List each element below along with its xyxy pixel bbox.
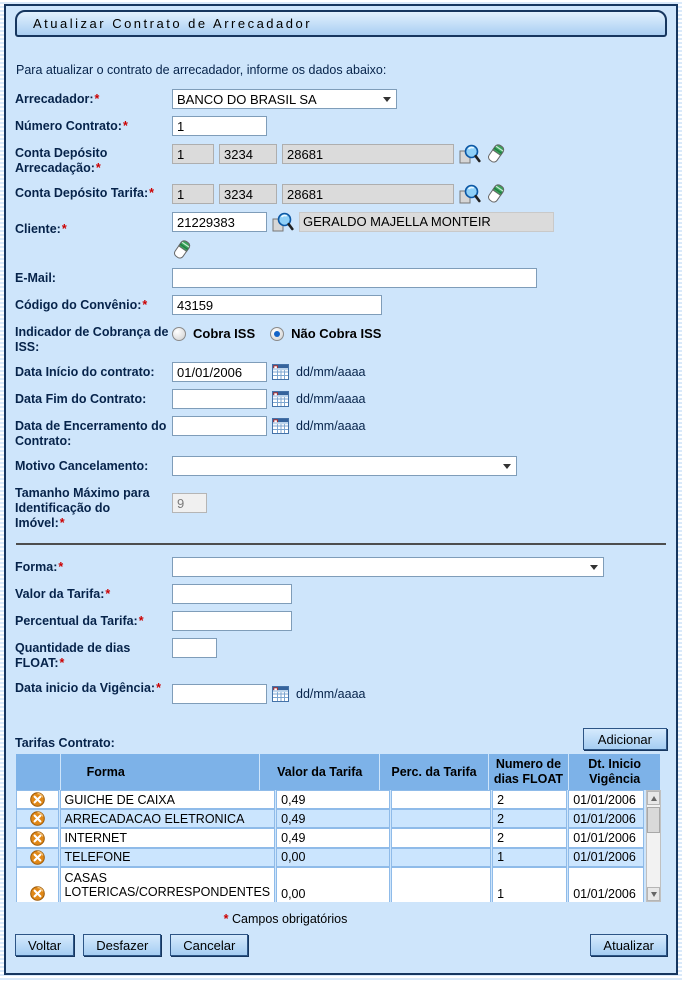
cell-dias: 1 <box>492 848 567 867</box>
codigo-convenio-label: Código do Convênio:* <box>15 298 148 312</box>
atualizar-button[interactable]: Atualizar <box>590 934 667 956</box>
intro-text: Para atualizar o contrato de arrecadador, informe os dados abaixo: <box>16 63 387 77</box>
numero-contrato-label: Número Contrato:* <box>15 119 128 133</box>
field-row-cliente <box>15 212 667 261</box>
field-row-qtd-dias-float <box>15 638 667 671</box>
field-row-data-fim-contrato <box>15 389 667 409</box>
numero-contrato-input[interactable] <box>172 116 267 136</box>
date-format-hint: dd/mm/aaaa <box>296 419 366 433</box>
conta-arrecadacao-agencia-input[interactable] <box>219 144 277 164</box>
cell-forma: GUICHE DE CAIXA <box>60 790 276 809</box>
field-row-arrecadador <box>15 89 667 109</box>
email-input[interactable] <box>172 268 537 288</box>
conta-arrecadacao-banco-input[interactable] <box>172 144 214 164</box>
voltar-button[interactable]: Voltar <box>15 934 74 956</box>
scroll-up-arrow[interactable] <box>647 791 660 805</box>
valor-tarifa-input[interactable] <box>172 584 292 604</box>
required-asterisk: * <box>122 119 128 133</box>
nao-cobra-iss-radio-label[interactable]: Não Cobra ISS <box>291 326 382 341</box>
data-encerramento-label: Data de Encerramento do Contrato: <box>15 419 167 448</box>
chevron-down-icon <box>383 97 391 102</box>
date-format-hint: dd/mm/aaaa <box>296 392 366 406</box>
arrecadador-selected-value: BANCO DO BRASIL SA <box>177 91 317 107</box>
conta-arrecadacao-conta-input[interactable] <box>282 144 454 164</box>
required-asterisk: * <box>149 186 154 200</box>
cell-valor: 0,00 <box>276 848 389 867</box>
email-label: E-Mail: <box>15 271 56 285</box>
percentual-tarifa-label: Percentual da Tarifa:* <box>15 614 144 628</box>
cell-valor: 0,00 <box>276 867 389 902</box>
required-asterisk: * <box>156 681 161 695</box>
arrecadador-label: Arrecadador:* <box>15 92 100 106</box>
chevron-down-icon <box>590 565 598 570</box>
qtd-dias-float-label: Quantidade de dias FLOAT:* <box>15 641 131 670</box>
cell-forma: CASAS LOTERICAS/CORRESPONDENTES <box>60 867 276 902</box>
main-panel <box>4 4 678 975</box>
field-row-indicador-iss <box>15 322 667 355</box>
required-asterisk: * <box>105 587 111 601</box>
cell-valor: 0,49 <box>276 809 389 828</box>
delete-row-icon[interactable] <box>30 886 45 901</box>
delete-row-icon[interactable] <box>30 811 45 826</box>
date-format-hint: dd/mm/aaaa <box>296 687 366 701</box>
calendar-icon[interactable] <box>272 364 289 380</box>
delete-row-icon[interactable] <box>30 850 45 865</box>
cliente-codigo-input[interactable] <box>172 212 267 232</box>
cell-dias: 2 <box>492 828 567 847</box>
calendar-icon[interactable] <box>272 418 289 434</box>
scroll-track[interactable] <box>647 805 660 887</box>
desfazer-button[interactable]: Desfazer <box>83 934 161 956</box>
cancelar-button[interactable]: Cancelar <box>170 934 248 956</box>
required-asterisk: * <box>138 614 144 628</box>
nao-cobra-iss-radio[interactable] <box>270 327 284 341</box>
conta-tarifa-agencia-input[interactable] <box>219 184 277 204</box>
tarifas-table-header <box>15 754 661 790</box>
search-icon[interactable] <box>272 212 294 232</box>
cell-forma: ARRECADACAO ELETRONICA <box>60 809 276 828</box>
tarifas-table-body <box>15 790 645 902</box>
cell-dias: 2 <box>492 809 567 828</box>
cliente-nome-field: GERALDO MAJELLA MONTEIR <box>299 212 554 232</box>
col-header-dias: Numero de dias FLOAT <box>489 754 569 790</box>
required-note: * Campos obrigatórios <box>223 912 348 926</box>
data-fim-contrato-label: Data Fim do Contrato: <box>15 392 147 406</box>
field-row-email <box>15 268 667 288</box>
data-encerramento-input[interactable] <box>172 416 267 436</box>
required-asterisk: * <box>58 560 64 574</box>
page-title: Atualizar Contrato de Arrecadador <box>15 10 667 37</box>
cell-forma: TELEFONE <box>60 848 276 867</box>
field-row-data-inicio-contrato <box>15 362 667 382</box>
col-header-delete <box>16 754 60 790</box>
cell-inicio: 01/01/2006 <box>568 867 644 902</box>
data-inicio-vigencia-label: Data inicio da Vigência:* <box>15 681 161 695</box>
valor-tarifa-label: Valor da Tarifa:* <box>15 587 111 601</box>
data-fim-contrato-input[interactable] <box>172 389 267 409</box>
tamanho-maximo-label: Tamanho Máximo para Identificação do Imóvel:* <box>15 486 150 530</box>
forma-label: Forma:* <box>15 560 64 574</box>
scroll-thumb[interactable] <box>647 807 660 833</box>
required-asterisk: * <box>223 912 229 926</box>
cell-inicio: 01/01/2006 <box>568 809 644 828</box>
date-format-hint: dd/mm/aaaa <box>296 365 366 379</box>
calendar-icon[interactable] <box>272 391 289 407</box>
field-row-tamanho-maximo <box>15 483 667 531</box>
field-row-forma <box>15 557 667 577</box>
conta-tarifa-conta-input[interactable] <box>282 184 454 204</box>
required-asterisk: * <box>95 161 101 175</box>
table-row <box>16 867 644 902</box>
tarifas-contrato-label: Tarifas Contrato: <box>15 736 115 750</box>
action-button-row <box>15 934 667 956</box>
cell-perc <box>391 809 492 828</box>
col-header-valor: Valor da Tarifa <box>260 754 379 790</box>
cell-valor: 0,49 <box>276 828 389 847</box>
field-row-numero-contrato <box>15 116 667 136</box>
qtd-dias-float-input[interactable] <box>172 638 217 658</box>
percentual-tarifa-input[interactable] <box>172 611 292 631</box>
delete-row-icon[interactable] <box>30 831 45 846</box>
required-asterisk: * <box>59 656 65 670</box>
conta-arrecadacao-label: Conta Depósito Arrecadação:* <box>15 146 108 175</box>
field-row-data-inicio-vigencia <box>15 678 667 704</box>
cell-perc <box>391 867 492 902</box>
cobra-iss-radio-label[interactable]: Cobra ISS <box>193 326 256 341</box>
cell-inicio: 01/01/2006 <box>568 790 644 809</box>
cell-forma: INTERNET <box>60 828 276 847</box>
field-row-codigo-convenio <box>15 295 667 315</box>
required-asterisk: * <box>94 92 100 106</box>
table-row <box>16 848 644 867</box>
search-icon[interactable] <box>459 184 481 204</box>
motivo-cancelamento-label: Motivo Cancelamento: <box>15 459 149 473</box>
motivo-cancelamento-select[interactable] <box>172 456 517 476</box>
forma-select[interactable] <box>172 557 604 577</box>
col-header-forma: Forma <box>61 754 260 790</box>
chevron-down-icon <box>503 464 511 469</box>
required-asterisk: * <box>61 222 67 236</box>
eraser-icon[interactable] <box>486 143 506 165</box>
data-inicio-contrato-label: Data Início do contrato: <box>15 365 155 379</box>
conta-tarifa-label: Conta Depósito Tarifa:* <box>15 186 154 200</box>
search-icon[interactable] <box>459 144 481 164</box>
cliente-label: Cliente:* <box>15 222 67 236</box>
tamanho-maximo-input[interactable] <box>172 493 207 513</box>
data-inicio-contrato-input[interactable] <box>172 362 267 382</box>
cell-perc <box>391 828 492 847</box>
required-asterisk: * <box>142 298 148 312</box>
data-inicio-vigencia-input[interactable] <box>172 684 267 704</box>
field-row-conta-tarifa <box>15 183 667 205</box>
arrecadador-select[interactable] <box>172 89 397 109</box>
table-row <box>16 809 644 828</box>
cell-perc <box>391 790 492 809</box>
cobra-iss-radio[interactable] <box>172 327 186 341</box>
tarifas-table <box>15 754 661 902</box>
field-row-conta-arrecadacao <box>15 143 667 176</box>
field-row-data-encerramento <box>15 416 667 449</box>
table-scrollbar[interactable] <box>646 790 661 902</box>
field-row-motivo-cancelamento <box>15 456 667 476</box>
col-header-perc: Perc. da Tarifa <box>380 754 487 790</box>
scroll-down-arrow[interactable] <box>647 887 660 901</box>
field-row-percentual-tarifa <box>15 611 667 631</box>
field-row-valor-tarifa <box>15 584 667 604</box>
eraser-icon[interactable] <box>172 239 192 261</box>
section-divider <box>16 543 666 545</box>
cell-dias: 2 <box>492 790 567 809</box>
table-row <box>16 790 644 809</box>
adicionar-button[interactable]: Adicionar <box>583 728 667 750</box>
cell-inicio: 01/01/2006 <box>568 828 644 847</box>
cell-dias: 1 <box>492 867 567 902</box>
button-row-spacer <box>257 934 581 956</box>
col-header-inicio: Dt. Inicio Vigência <box>569 754 660 790</box>
required-asterisk: * <box>59 516 65 530</box>
delete-row-icon[interactable] <box>30 792 45 807</box>
codigo-convenio-input[interactable] <box>172 295 382 315</box>
table-row <box>16 828 644 847</box>
cell-inicio: 01/01/2006 <box>568 848 644 867</box>
tarifas-bar <box>15 728 667 750</box>
conta-tarifa-banco-input[interactable] <box>172 184 214 204</box>
cell-valor: 0,49 <box>276 790 389 809</box>
indicador-iss-label: Indicador de Cobrança de ISS: <box>15 325 169 354</box>
cell-perc <box>391 848 492 867</box>
calendar-icon[interactable] <box>272 686 289 702</box>
eraser-icon[interactable] <box>486 183 506 205</box>
